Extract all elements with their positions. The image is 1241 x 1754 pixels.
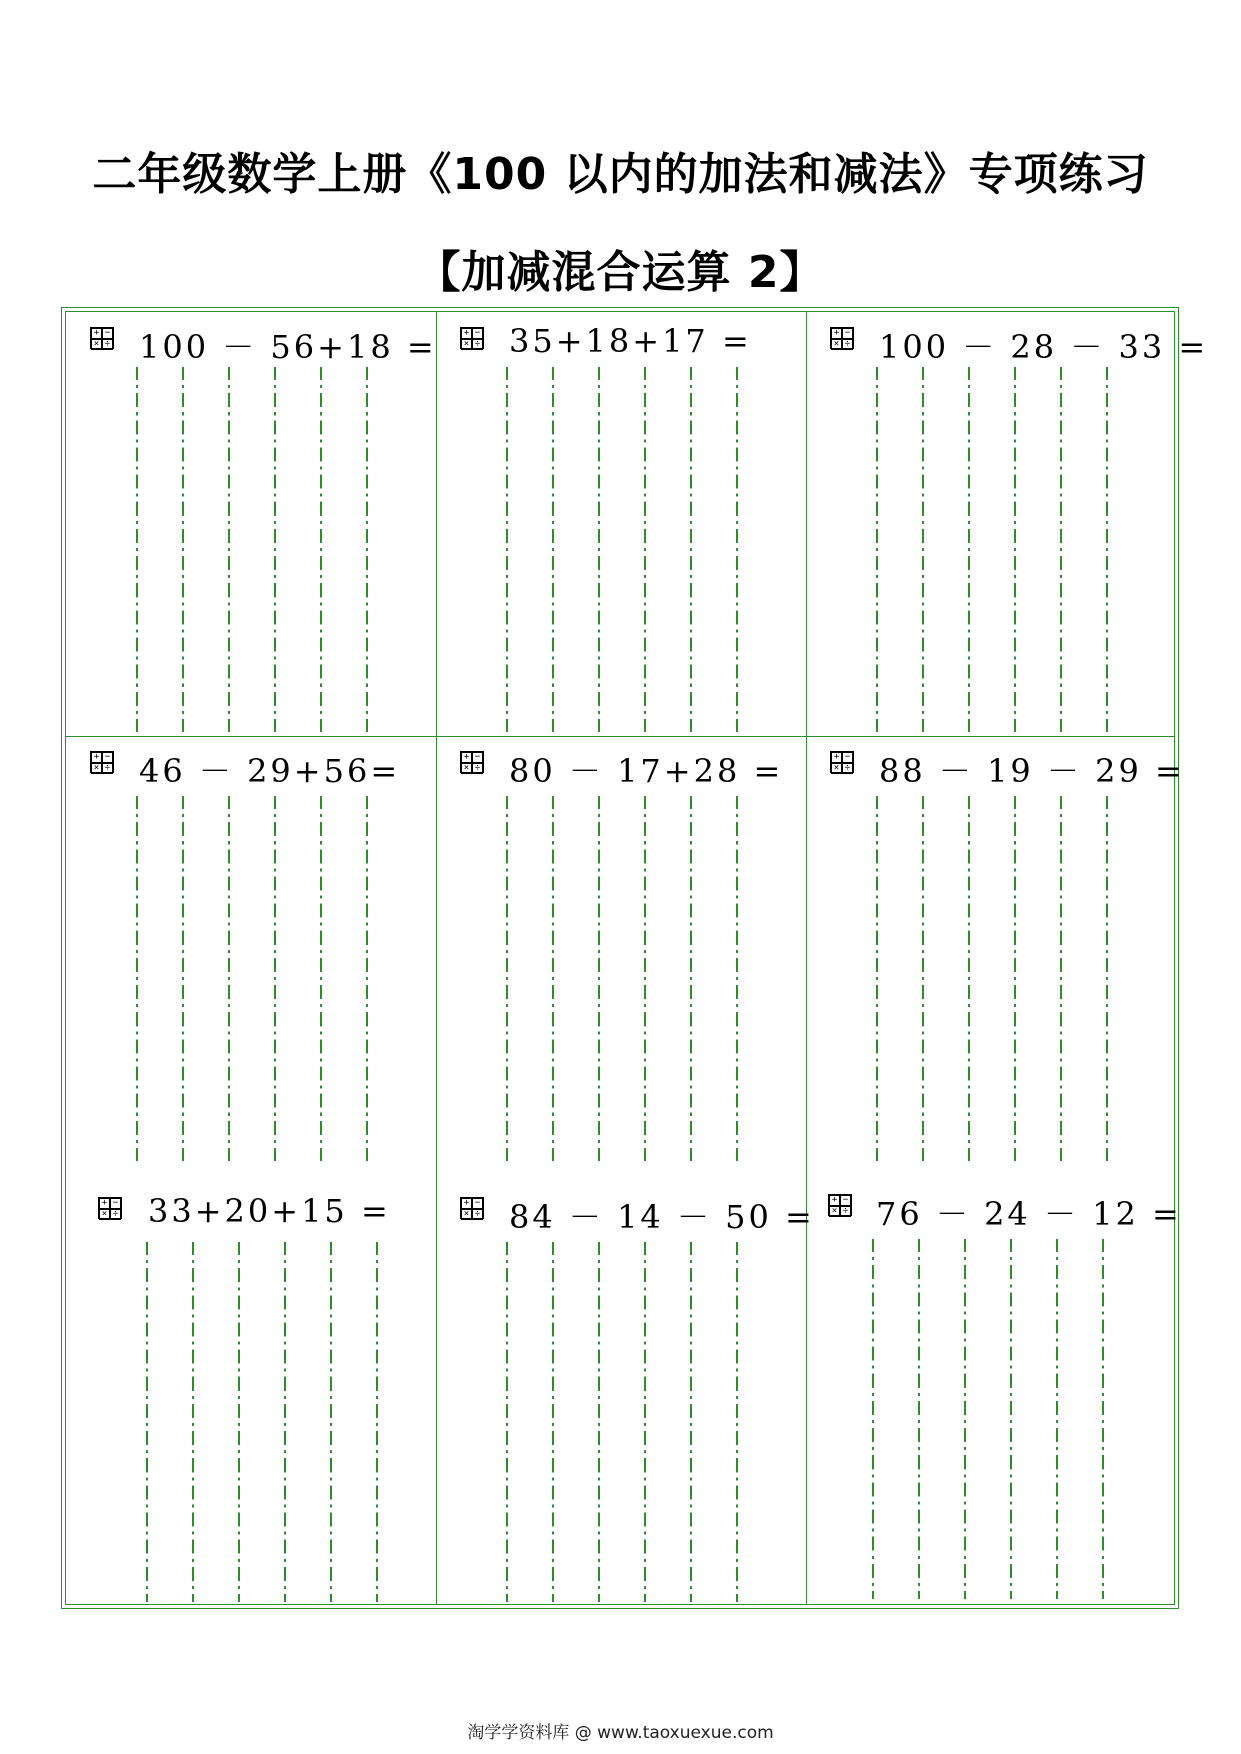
answer-column-guide	[1010, 1239, 1012, 1599]
answer-column-guide	[644, 796, 646, 1161]
answer-column-guide	[136, 796, 138, 1161]
answer-column-guide	[376, 1242, 378, 1602]
answer-column-guide	[922, 796, 924, 1161]
problem-cell-8	[436, 1172, 815, 1603]
answer-column-guide	[182, 796, 184, 1161]
answer-column-guide	[918, 1239, 920, 1599]
calculator-icon: + − × ÷	[90, 327, 114, 349]
answer-column-guide	[1014, 367, 1016, 732]
problem-expression: 35+18+17 =	[509, 322, 752, 360]
answer-column-guide	[1102, 1239, 1104, 1599]
answer-column-guide	[922, 367, 924, 732]
problem-expression: 84 － 14 － 50 =	[509, 1198, 815, 1236]
answer-column-guide	[968, 367, 970, 732]
answer-column-guide	[644, 1242, 646, 1602]
problem-cell-6	[806, 736, 1185, 1167]
calculator-icon: + − × ÷	[90, 751, 114, 773]
answer-column-guide	[320, 367, 322, 732]
problem-expression: 80 － 17+28 =	[509, 752, 784, 790]
calculator-icon: + − × ÷	[830, 327, 854, 349]
answer-column-guide	[598, 796, 600, 1161]
answer-column-guide	[1106, 367, 1108, 732]
problem-expression: 33+20+15 =	[148, 1192, 391, 1230]
problem-grid	[65, 311, 1209, 1605]
answer-column-guide	[736, 367, 738, 732]
answer-column-guide	[330, 1242, 332, 1602]
answer-column-guide	[274, 367, 276, 732]
answer-column-guide	[506, 796, 508, 1161]
answer-column-guide	[1056, 1239, 1058, 1599]
answer-column-guide	[506, 367, 508, 732]
answer-column-guide	[320, 796, 322, 1161]
problem-expression: 88 － 19 － 29 =	[879, 752, 1185, 790]
problem-expression: 46 － 29+56=	[139, 752, 401, 790]
problem-cell-5	[436, 736, 806, 1167]
problem-cell-1	[66, 312, 436, 743]
answer-column-guide	[182, 367, 184, 732]
answer-column-guide	[552, 1242, 554, 1602]
problem-expression: 100 － 56+18 =	[139, 328, 437, 366]
answer-column-guide	[146, 1242, 148, 1602]
answer-column-guide	[736, 796, 738, 1161]
answer-column-guide	[872, 1239, 874, 1599]
answer-column-guide	[228, 367, 230, 732]
problem-expression: 76 － 24 － 12 =	[876, 1195, 1182, 1233]
answer-column-guide	[192, 1242, 194, 1602]
problem-cell-7	[66, 1172, 436, 1603]
answer-column-guide	[598, 367, 600, 732]
answer-column-guide	[274, 796, 276, 1161]
answer-column-guide	[736, 1242, 738, 1602]
answer-column-guide	[228, 796, 230, 1161]
answer-column-guide	[876, 367, 878, 732]
answer-column-guide	[644, 367, 646, 732]
answer-column-guide	[690, 367, 692, 732]
answer-column-guide	[552, 367, 554, 732]
calculator-icon: + − × ÷	[98, 1197, 122, 1219]
footer-credit: 淘学学资料库 @ www.taoxuexue.com	[467, 1723, 774, 1743]
answer-column-guide	[1060, 367, 1062, 732]
page-subtitle: 【加减混合运算 2】	[416, 247, 825, 298]
answer-column-guide	[1014, 796, 1016, 1161]
page-title: 二年级数学上册《100 以内的加法和减法》专项练习	[92, 149, 1149, 200]
answer-column-guide	[690, 1242, 692, 1602]
answer-column-guide	[1106, 796, 1108, 1161]
problem-expression: 100 － 28 － 33 =	[879, 328, 1209, 366]
answer-column-guide	[876, 796, 878, 1161]
problem-cell-9	[806, 1172, 1182, 1603]
answer-column-guide	[552, 796, 554, 1161]
calculator-icon: + − × ÷	[460, 327, 484, 349]
answer-column-guide	[366, 796, 368, 1161]
answer-column-guide	[690, 796, 692, 1161]
answer-column-guide	[238, 1242, 240, 1602]
answer-column-guide	[506, 1242, 508, 1602]
calculator-icon: + − × ÷	[830, 751, 854, 773]
answer-column-guide	[1060, 796, 1062, 1161]
answer-column-guide	[366, 367, 368, 732]
calculator-icon: + − × ÷	[460, 1197, 484, 1219]
problem-cell-2	[436, 312, 806, 743]
calculator-icon: + − × ÷	[460, 751, 484, 773]
calculator-icon: + − × ÷	[828, 1194, 852, 1216]
answer-column-guide	[136, 367, 138, 732]
answer-column-guide	[598, 1242, 600, 1602]
answer-column-guide	[968, 796, 970, 1161]
problem-cell-4	[66, 736, 436, 1167]
answer-column-guide	[284, 1242, 286, 1602]
problem-cell-3	[806, 312, 1209, 743]
answer-column-guide	[964, 1239, 966, 1599]
